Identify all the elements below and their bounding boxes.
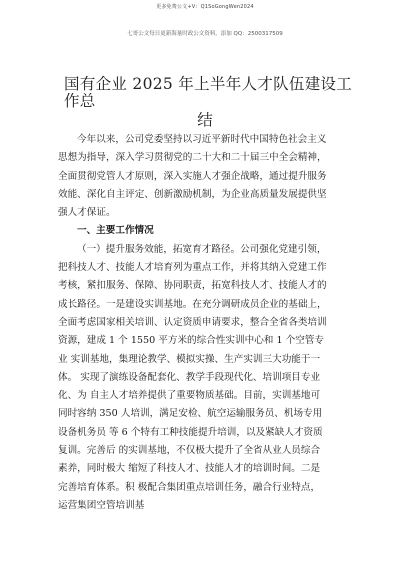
body-line: 思想为指导，深入学习贯彻党的二十大和二十届三中全会精神， <box>58 152 327 164</box>
body-line: 化、为 自主人才培养提供了重要物质基础。目前，实训基地可 <box>58 390 321 402</box>
body-line: 设备机务员 等 6 个特有工种技能提升培训，以及紧缺人才资质 <box>58 426 323 438</box>
body-line: 同时容纳 350 人培训，满足安检、航空运输服务员、机场专用 <box>58 408 323 420</box>
body-line: 资源，建成 1 个 1550 平方米的综合性实训中心和 1 个空管专 <box>58 335 324 347</box>
body-line: 运营集团空管培训基 <box>58 499 145 511</box>
body-line: 素养，同时极大 缩短了科技人才、技能人才的培训时间。二是 <box>58 463 321 475</box>
body-line: 今年以来，公司党委坚持以习近平新时代中国特色社会主义 <box>77 134 327 145</box>
header-watermark-line: 更多免费公文+V：Q1SoGongWen2024 <box>156 4 254 10</box>
body-line: 全面贯彻党管人才原则，深入实施人才强企战略，通过提升服务 <box>58 170 327 182</box>
document-body <box>58 131 358 515</box>
body-line: 复训。完善后 的实训基地，不仅极大提升了全省从业人员综合 <box>58 445 321 457</box>
body-line: 效能、深化自主评定、创新激励机制，为企业高质量发展提供坚 <box>58 188 327 200</box>
header-contact-line: 七哥公文每日更新海量时政公文资料，添加 QQ：2500317509 <box>127 31 283 37</box>
section-heading: 一、主要工作情况 <box>77 225 154 237</box>
body-line: 强人才保证。 <box>58 207 116 219</box>
body-line: 考核，紧扣服务、保障、协同职责，拓宽科技人才、技能人才的 <box>58 280 327 292</box>
body-line: （一）提升服务效能，拓宽育才路径。公司强化党建引领， <box>77 243 327 255</box>
document-title: 国有企业 2025 年上半年人才队伍建设工作总 <box>64 75 353 110</box>
body-line: 体。 实现了演练设备配套化、教学手段现代化、培训项目专业 <box>58 371 321 383</box>
body-line: 业 实训基地，集理论教学、模拟实操、生产实训三大功能于一 <box>58 353 321 365</box>
body-line: 成长路径。一是建设实训基地。在充分调研成员企业的基础上， <box>58 298 327 310</box>
body-line: 完善培育体系。积 极配合集团重点培训任务，融合行业特点， <box>58 481 321 493</box>
body-line: 全面考虑国家相关培训、认定资质申请要求，整合全省各类培训 <box>58 316 327 328</box>
body-line: 把科技人才、技能人才培育列为重点工作，并将其纳入党建工作 <box>58 262 327 274</box>
document-title-continued: 结 <box>197 111 213 129</box>
